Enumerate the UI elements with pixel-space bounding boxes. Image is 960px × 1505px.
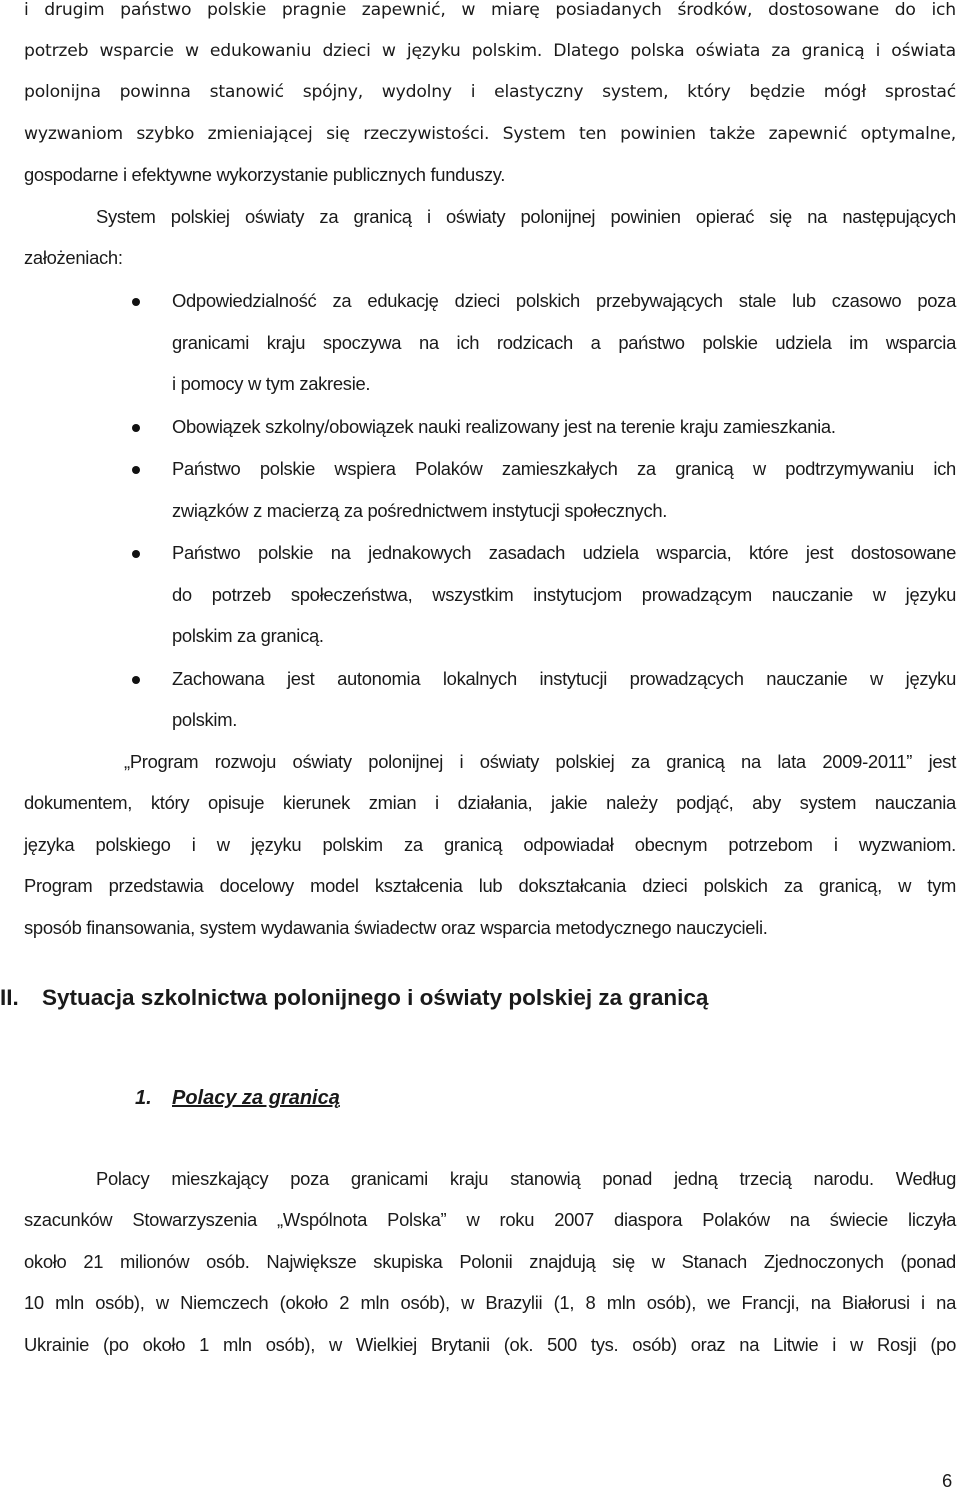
paragraph-line: Program przedstawia docelowy model kształcenia lub dokształcania dzieci polskich za granicą, w tym [24,875,956,896]
paragraph-line: wyzwaniom szybko zmieniającej się rzeczywistości. System ten powinien także zapewnić optymalne, [24,124,956,144]
bullet-icon [132,550,140,558]
list-item-line: Zachowana jest autonomia lokalnych instytucji prowadzących nauczanie w języku [172,668,956,689]
section-number: II. [0,985,19,1010]
paragraph-line: i drugim państwo polskie pragnie zapewnić, w miarę posiadanych środków, dostosowane do ich [24,0,956,20]
paragraph-line: dokumentem, który opisuje kierunek zmian i działania, jakie należy podjąć, aby system nauczania [24,792,956,813]
bullet-icon [132,424,140,432]
list-item-line: granicami kraju spoczywa na ich rodzicach a państwo polskie udziela im wsparcia [172,332,956,353]
list-item-line: Obowiązek szkolny/obowiązek nauki realizowany jest na terenie kraju zamieszkania. [172,416,836,437]
paragraph-line: System polskiej oświaty za granicą i oświaty polonijnej powinien opierać się na następujących [96,206,956,227]
subsection-title: Polacy za granicą [172,1087,340,1109]
list-item-line: Odpowiedzialność za edukację dzieci polskich przebywających stale lub czasowo poza [172,290,956,311]
list-item-line: Państwo polskie na jednakowych zasadach udziela wsparcia, które jest dostosowane [172,542,956,563]
paragraph-line: 10 mln osób), w Niemczech (około 2 mln osób), w Brazylii (1, 8 mln osób), we Francji, na Białorusi i na [24,1292,956,1313]
bullet-icon [132,298,140,306]
paragraph-line: gospodarne i efektywne wykorzystanie publicznych funduszy. [24,164,506,185]
paragraph-line: potrzeb wsparcie w edukowaniu dzieci w języku polskim. Dlatego polska oświata za granicą i oświata [24,41,956,61]
paragraph-line: około 21 milionów osób. Największe skupiska Polonii znajdują się w Stanach Zjednoczonych (ponad [24,1251,956,1272]
page-number: 6 [942,1470,953,1491]
paragraph-line: szacunków Stowarzyszenia „Wspólnota Polska” w roku 2007 diaspora Polaków na świecie liczyła [24,1209,956,1230]
section-heading [0,984,900,1012]
subsection-heading [135,1085,340,1111]
subsection-number: 1. [135,1087,152,1109]
list-item-line: polskim za granicą. [172,625,324,646]
paragraph-line: Ukrainie (po około 1 mln osób), w Wielkiej Brytanii (ok. 500 tys. osób) oraz na Litwie i w Rosji (po [24,1334,956,1355]
bullet-icon [132,466,140,474]
list-item-line: do potrzeb społeczeństwa, wszystkim instytucjom prowadzącym nauczanie w języku [172,584,956,605]
paragraph-line: języka polskiego i w języku polskim za granicą odpowiadał obecnym potrzebom i wyzwaniom. [24,834,956,855]
list-item-line: i pomocy w tym zakresie. [172,373,371,394]
paragraph-line: Polacy mieszkający poza granicami kraju stanowią ponad jedną trzecią narodu. Według [96,1168,956,1189]
paragraph-line: sposób finansowania, system wydawania świadectw oraz wsparcia metodycznego nauczycieli. [24,917,768,938]
list-item-line: związków z macierzą za pośrednictwem instytucji społecznych. [172,500,668,521]
list-item-line: Państwo polskie wspiera Polaków zamieszkałych za granicą w podtrzymywaniu ich [172,458,956,479]
list-item-line: polskim. [172,709,238,730]
paragraph-line: założeniach: [24,247,123,268]
section-title: Sytuacja szkolnictwa polonijnego i oświaty polskiej za granicą [42,985,709,1010]
bullet-icon [132,676,140,684]
paragraph-line: polonijna powinna stanowić spójny, wydolny i elastyczny system, który będzie mógł sprostać [24,82,956,102]
paragraph-line: „Program rozwoju oświaty polonijnej i oświaty polskiej za granicą na lata 2009-2011” jest [124,751,956,772]
